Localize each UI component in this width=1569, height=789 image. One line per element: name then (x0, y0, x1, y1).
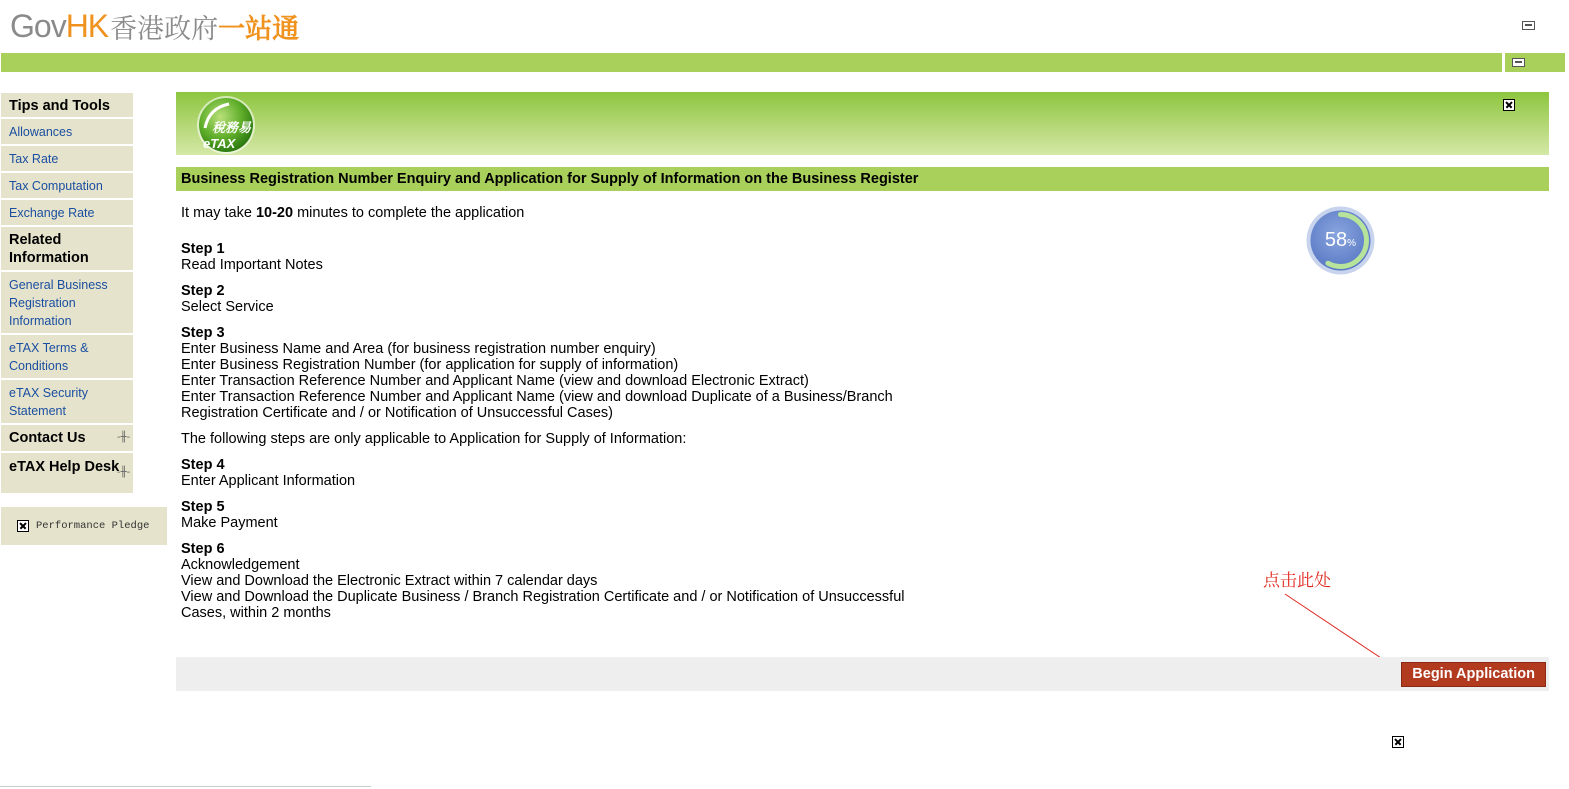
step-label: Step 3 (181, 325, 225, 341)
sidebar-link[interactable]: eTAX Terms & Conditions (9, 341, 89, 373)
step-block (181, 325, 1181, 421)
divider (0, 786, 371, 787)
broken-image-icon (17, 520, 29, 532)
performance-pledge[interactable] (1, 507, 167, 545)
step-line: Enter Transaction Reference Number and Applicant Name (view and download Electronic Extract) (181, 373, 809, 389)
sidebar-link[interactable]: General Business Registration Information (9, 278, 108, 328)
etax-logo-zh: 稅務易 (212, 121, 252, 136)
steps-list-a (181, 241, 1181, 421)
steps-list-b (181, 457, 1181, 621)
sidebar-item-exchange-rate[interactable] (1, 200, 133, 227)
logo-hk-text: HK (65, 7, 109, 44)
expand-icon[interactable]: -╫- (117, 467, 131, 478)
sidebar-heading-related: Related Information (1, 227, 133, 272)
applicable-note: The following steps are only applicable to Application for Supply of Information: (181, 431, 687, 447)
step-line: Make Payment (181, 515, 278, 531)
sidebar-link[interactable]: eTAX Security Statement (9, 386, 88, 418)
sidebar-heading-tips: Tips and Tools (1, 93, 133, 119)
close-icon[interactable] (1503, 99, 1515, 111)
step-line: Enter Business Name and Area (for business registration number enquiry) (181, 341, 656, 357)
begin-application-button[interactable]: Begin Application (1401, 662, 1546, 687)
step-label: Step 5 (181, 499, 225, 515)
sidebar-link[interactable]: Allowances (9, 125, 73, 139)
broken-image-icon (1522, 21, 1535, 30)
expand-icon[interactable]: -╫- (117, 432, 131, 443)
intro-text: It may take 10-20 minutes to complete the application (181, 205, 525, 221)
step-label: Step 4 (181, 457, 225, 473)
top-nav-bar (1, 53, 1502, 72)
etax-logo-icon (189, 94, 259, 154)
sidebar (1, 93, 133, 495)
sidebar-item-security[interactable] (1, 380, 133, 425)
logo-chinese-text: 香港政府 (110, 13, 219, 45)
broken-image-icon (1512, 58, 1525, 67)
step-line: Select Service (181, 299, 274, 315)
page-title: Business Registration Number Enquiry and Application for Supply of Information on the Business Register (176, 167, 1549, 191)
etax-banner (176, 92, 1549, 155)
action-bar (176, 657, 1549, 691)
sidebar-item-terms[interactable] (1, 335, 133, 380)
step-line: Acknowledgement (181, 557, 300, 573)
sidebar-item-tax-rate[interactable] (1, 146, 133, 173)
progress-value: 58 % (1324, 229, 1357, 251)
sidebar-item-help-desk[interactable]: eTAX Help Desk -╫- (1, 453, 133, 495)
main-content (181, 205, 1181, 631)
broken-image-icon (1392, 736, 1404, 748)
step-line: View and Download the Duplicate Business / Branch Registration Certificate and / or Notification of Unsuccessful (181, 589, 905, 605)
sidebar-item-contact-us[interactable]: Contact Us -╫- (1, 425, 133, 453)
step-block (181, 499, 1181, 531)
sidebar-item-tax-computation[interactable] (1, 173, 133, 200)
step-line: Registration Certificate and / or Notification of Unsuccessful Cases) (181, 405, 613, 421)
step-line: Enter Transaction Reference Number and Applicant Name (view and download Duplicate of a Business/Branch (181, 389, 893, 405)
step-line: Enter Applicant Information (181, 473, 356, 489)
sidebar-item-general-business[interactable] (1, 272, 133, 335)
step-line: Cases, within 2 months (181, 605, 331, 621)
sidebar-link[interactable]: Exchange Rate (9, 206, 95, 220)
step-label: Step 6 (181, 541, 225, 557)
step-line: View and Download the Electronic Extract within 7 calendar days (181, 573, 598, 589)
logo-gov-text: Gov (10, 7, 66, 44)
sidebar-link[interactable]: Tax Rate (9, 152, 59, 166)
sidebar-item-allowances[interactable] (1, 119, 133, 146)
top-nav-bar-right (1505, 53, 1565, 72)
progress-indicator (1306, 206, 1375, 275)
step-block (181, 541, 1181, 621)
sidebar-link[interactable]: Tax Computation (9, 179, 103, 193)
step-block (181, 283, 1181, 315)
step-label: Step 2 (181, 283, 225, 299)
step-line: Read Important Notes (181, 257, 323, 273)
etax-logo-en: eTAX (203, 136, 236, 151)
govhk-logo[interactable] (10, 6, 299, 46)
performance-pledge-label[interactable]: Performance Pledge (36, 520, 150, 532)
step-label: Step 1 (181, 241, 225, 257)
logo-chinese-highlight: 一站通 (218, 13, 300, 45)
click-here-annotation: 点击此处 (1263, 571, 1331, 591)
step-block (181, 241, 1181, 273)
step-block (181, 457, 1181, 489)
step-line: Enter Business Registration Number (for application for supply of information) (181, 357, 679, 373)
